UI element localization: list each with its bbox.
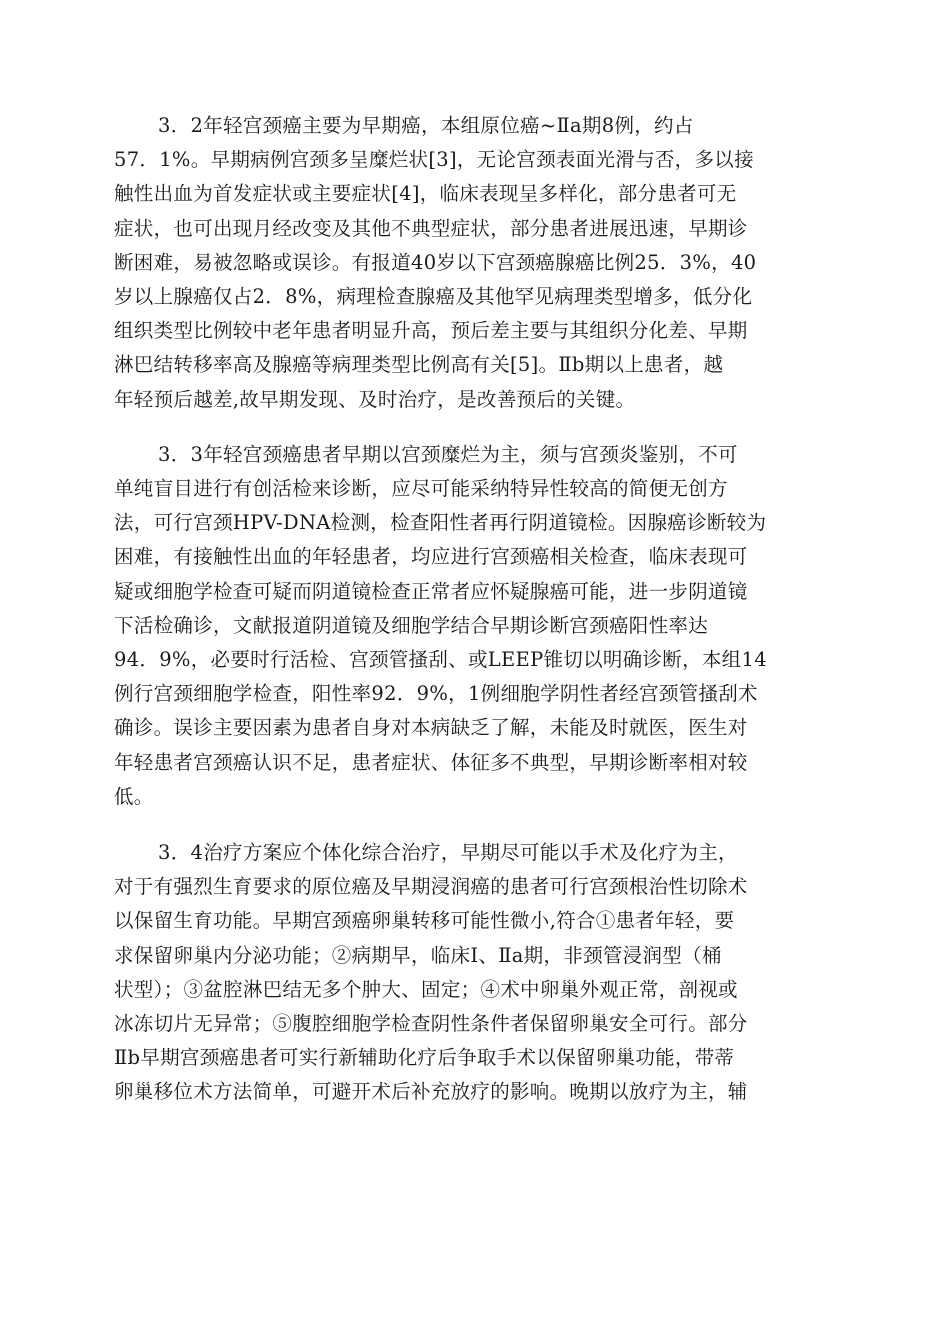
text-line: 法，可行宫颈HPV-DNA检测，检查阳性者再行阴道镜检。因腺癌诊断较为 [114, 511, 767, 535]
text-line: 疑或细胞学检查可疑而阴道镜检查正常者应怀疑腺癌可能，进一步阴道镜 [114, 579, 748, 603]
text-line: 低。 [114, 784, 154, 808]
text-line: 57．1%。早期病例宫颈多呈糜烂状[3]，无论宫颈表面光滑与否，多以接 [114, 148, 754, 172]
text-line: 冰冻切片无异常；⑤腹腔细胞学检查阴性条件者保留卵巢安全可行。部分 [114, 1012, 748, 1036]
text-line: 触性出血为首发症状或主要症状[4]，临床表现呈多样化，部分患者可无 [114, 182, 737, 206]
text-line: 3．2年轻宫颈癌主要为早期癌，本组原位癌~Ⅱa期8例，约占 [158, 114, 694, 137]
text-line: 下活检确诊，文献报道阴道镜及细胞学结合早期诊断宫颈癌阳性率达 [114, 613, 709, 637]
text-line: 对于有强烈生育要求的原位癌及早期浸润癌的患者可行宫颈根治性切除术 [114, 875, 748, 899]
text-line: 年轻预后越差,故早期发现、及时治疗，是改善预后的关键。 [114, 387, 636, 411]
text-line: 年轻患者宫颈癌认识不足，患者症状、体征多不典型，早期诊断率相对较 [114, 750, 748, 774]
text-line: 困难，有接触性出血的年轻患者，均应进行宫颈癌相关检查，临床表现可 [114, 545, 748, 569]
paragraph-section-3-4 [114, 836, 836, 1110]
text-line: 以保留生育功能。早期宫颈癌卵巢转移可能性微小,符合①患者年轻，要 [114, 909, 735, 933]
text-line: 症状，也可出现月经改变及其他不典型症状，部分患者进展迅速，早期诊 [114, 216, 748, 240]
paragraph-section-3-3 [114, 438, 836, 814]
text-line: 状型）；③盆腔淋巴结无多个肿大、固定；④术中卵巢外观正常，剖视或 [114, 977, 738, 1001]
text-line: 卵巢移位术方法简单，可避开术后补充放疗的影响。晚期以放疗为主，辅 [114, 1080, 748, 1104]
text-line: 淋巴结转移率高及腺癌等病理类型比例高有关[5]。Ⅱb期以上患者，越 [114, 353, 724, 377]
text-line: 94．9%，必要时行活检、宫颈管搔刮、或LEEP锥切以明确诊断，本组14 [114, 648, 767, 672]
text-line: Ⅱb早期宫颈癌患者可实行新辅助化疗后争取手术以保留卵巢功能，带蒂 [114, 1046, 735, 1070]
text-line: 求保留卵巢内分泌功能；②病期早，临床Ⅰ、Ⅱa期，非颈管浸润型（桶 [114, 943, 722, 967]
text-line: 岁以上腺癌仅占2．8%，病理检查腺癌及其他罕见病理类型增多，低分化 [114, 285, 753, 309]
text-line: 3．3年轻宫颈癌患者早期以宫颈糜烂为主，须与宫颈炎鉴别，不可 [158, 442, 738, 466]
text-line: 单纯盲目进行有创活检来诊断，应尽可能采纳特异性较高的简便无创方 [114, 477, 728, 501]
document-body [114, 109, 836, 1110]
paragraph-section-3-2 [114, 109, 836, 417]
text-line: 3．4治疗方案应个体化综合治疗，早期尽可能以手术及化疗为主， [158, 841, 738, 865]
text-line: 确诊。误诊主要因素为患者自身对本病缺乏了解，未能及时就医，医生对 [114, 716, 748, 740]
text-line: 组织类型比例较中老年患者明显升高，预后差主要与其组织分化差、早期 [114, 319, 748, 343]
text-line: 例行宫颈细胞学检查，阳性率92．9%，1例细胞学阴性者经宫颈管搔刮术 [114, 682, 758, 706]
text-line: 断困难，易被忽略或误诊。有报道40岁以下宫颈癌腺癌比例25．3%，40 [114, 250, 757, 274]
